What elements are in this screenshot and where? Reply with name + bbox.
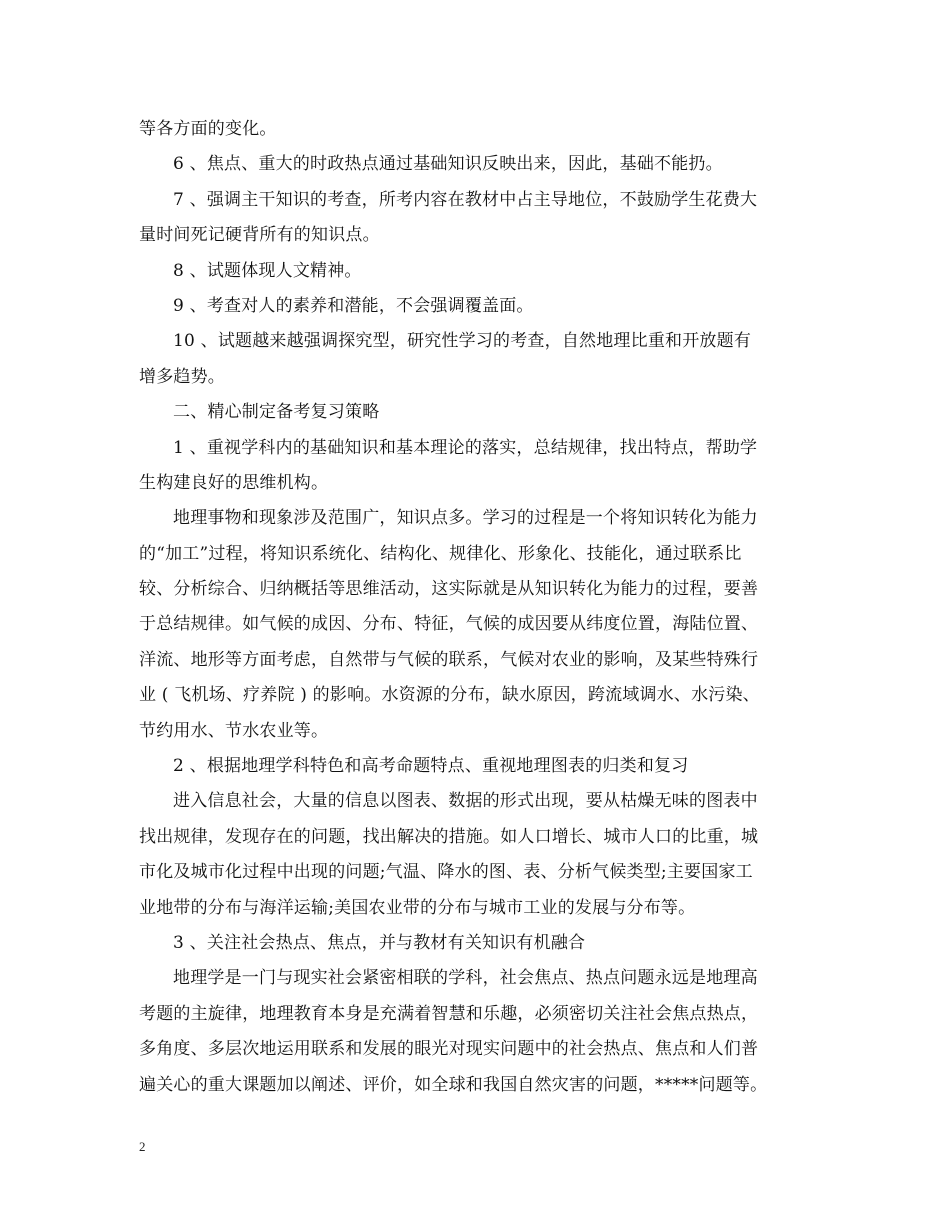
text-line: 8 、试题体现人文精神。	[173, 260, 362, 281]
text-line: 增多趋势。	[139, 366, 225, 387]
text-line: 地理事物和现象涉及范围广，知识点多。学习的过程是一个将知识转化为能力	[173, 508, 758, 529]
text-line: 多角度、多层次地运用联系和发展的眼光对现实问题中的社会热点、焦点和人们普	[139, 1039, 759, 1060]
text-line: 7 、强调主干知识的考查，所考内容在教材中占主导地位，不鼓励学生花费大	[173, 189, 758, 210]
text-line: 2 、根据地理学科特色和高考命题特点、重视地理图表的归类和复习	[173, 756, 689, 777]
text-line: 1 、重视学科内的基础知识和基本理论的落实，总结规律，找出特点，帮助学	[173, 437, 758, 458]
text-line: 业 ( 飞机场、疗养院 ) 的影响。水资源的分布，缺水原因，跨流域调水、水污染、	[139, 685, 760, 706]
text-line: 3 、关注社会热点、焦点，并与教材有关知识有机融合	[173, 932, 586, 953]
text-line: 二、精心制定备考复习策略	[173, 402, 380, 423]
text-line: 6 、焦点、重大的时政热点通过基础知识反映出来，因此，基础不能扔。	[173, 154, 723, 175]
document-body	[139, 112, 819, 1103]
text-line: 10 、试题越来越强调探究型，研究性学习的考查，自然地理比重和开放题有	[173, 331, 752, 352]
text-line: 9 、考查对人的素养和潜能，不会强调覆盖面。	[173, 295, 534, 316]
text-line: 的“加工”过程，将知识系统化、结构化、规律化、形象化、技能化，通过联系比	[139, 543, 742, 564]
text-line: 进入信息社会，大量的信息以图表、数据的形式出现，要从枯燥无味的图表中	[173, 791, 758, 812]
text-line: 节约用水、节水农业等。	[139, 720, 329, 741]
text-line: 市化及城市化过程中出现的问题;气温、降水的图、表、分析气候类型;主要国家工	[139, 862, 753, 883]
text-line: 生构建良好的思维机构。	[139, 472, 329, 493]
text-line: 遍关心的重大课题加以阐述、评价，如全球和我国自然灾害的问题，*****问题等。	[139, 1074, 768, 1095]
page-number: 2	[139, 1139, 146, 1154]
text-line: 地理学是一门与现实社会紧密相联的学科，社会焦点、热点问题永远是地理高	[173, 968, 758, 989]
text-line: 考题的主旋律，地理教育本身是充满着智慧和乐趣，必须密切关注社会焦点热点，	[139, 1003, 759, 1024]
text-line: 于总结规律。如气候的成因、分布、特征，气候的成因要从纬度位置，海陆位置、	[139, 614, 759, 635]
text-line: 洋流、地形等方面考虑，自然带与气候的联系，气候对农业的影响，及某些特殊行	[139, 649, 759, 670]
text-line: 找出规律，发现存在的问题，找出解决的措施。如人口增长、城市人口的比重，城	[139, 826, 759, 847]
text-line: 等各方面的变化。	[139, 119, 277, 139]
text-line: 较、分析综合、归纳概括等思维活动，这实际就是从知识转化为能力的过程，要善	[139, 579, 759, 600]
text-line: 量时间死记硬背所有的知识点。	[139, 225, 380, 246]
text-line: 业地带的分布与海洋运输;美国农业带的分布与城市工业的发展与分布等。	[139, 897, 696, 918]
